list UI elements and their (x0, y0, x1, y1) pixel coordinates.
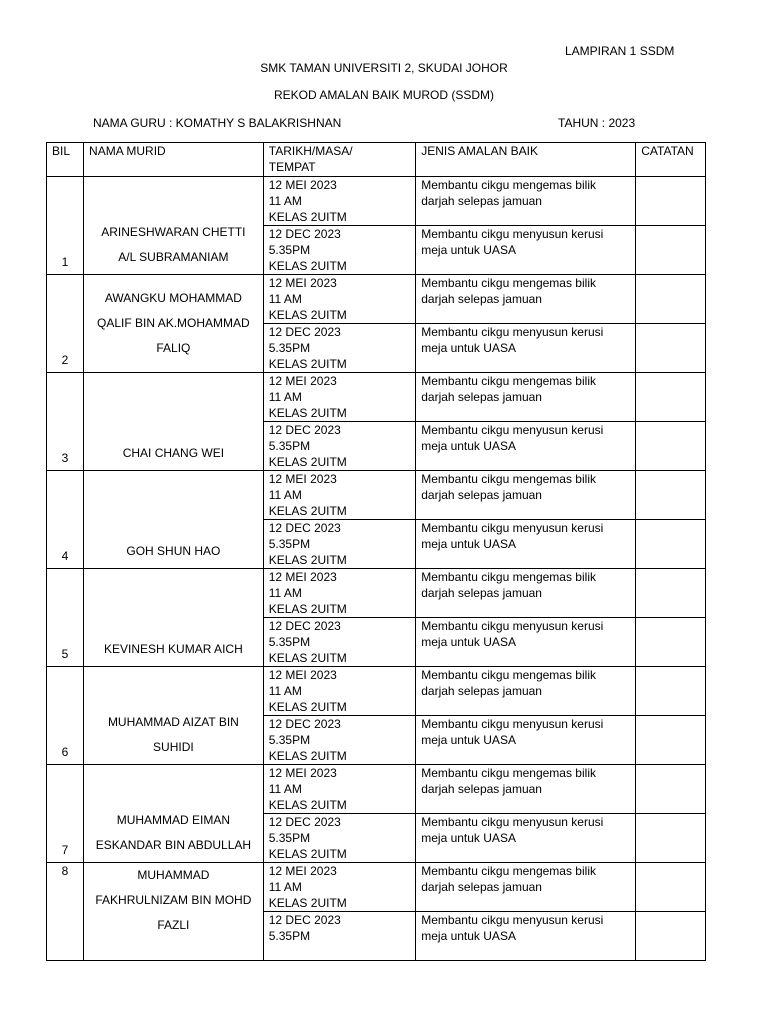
entry-place: KELAS 2UITM (268, 455, 347, 469)
entry-date: 12 DEC 2023 (268, 521, 341, 535)
student-name (84, 373, 264, 471)
col-header-date-line1: TARIKH/MASA/ (268, 144, 353, 158)
record-year: TAHUN : 2023 (558, 116, 636, 130)
student-number: 2 (47, 275, 84, 373)
entry-place: KELAS 2UITM (268, 798, 347, 812)
entry-note (636, 765, 706, 814)
appendix-label: LAMPIRAN 1 SSDM (565, 44, 675, 58)
entry-date: 12 MEI 2023 (268, 766, 337, 780)
record-title: REKOD AMALAN BAIK MUROD (SSDM) (273, 88, 495, 102)
entry-activity-line: Membantu cikgu menyusun kerusi (421, 227, 604, 241)
entry-activity-line: Membantu cikgu mengemas bilik (421, 178, 596, 192)
entry-activity-line: darjah selepas jamuan (421, 880, 542, 894)
entry-note (636, 373, 706, 422)
entry-time: 5.35PM (268, 635, 311, 649)
student-name-line: MUHAMMAD EIMAN (116, 813, 231, 827)
student-name-line: GOH SHUN HAO (126, 544, 221, 558)
student-number: 5 (47, 569, 84, 667)
entry-activity (416, 177, 636, 226)
entry-activity-line: darjah selepas jamuan (421, 684, 542, 698)
entry-time: 5.35PM (268, 243, 311, 257)
entry-time: 5.35PM (268, 733, 311, 747)
student-name (84, 275, 264, 373)
entry-activity-line: darjah selepas jamuan (421, 194, 542, 208)
entry-place: KELAS 2UITM (268, 504, 347, 518)
entry-activity-line: meja untuk UASA (421, 243, 516, 257)
student-name-line: A/L SUBRAMANIAM (118, 250, 229, 264)
student-name-line: ARINESHWARAN CHETTI (101, 225, 246, 239)
entry-note (636, 863, 706, 912)
table-row (47, 373, 706, 422)
col-header-bil: BIL (47, 143, 84, 177)
entry-time: 11 AM (268, 684, 302, 698)
entry-activity-line: Membantu cikgu mengemas bilik (421, 276, 596, 290)
entry-activity-line: darjah selepas jamuan (421, 390, 542, 404)
entry-time: 11 AM (268, 390, 302, 404)
entry-date: 12 DEC 2023 (268, 227, 341, 241)
entry-time: 5.35PM (268, 537, 311, 551)
student-name (84, 471, 264, 569)
student-name-line: KEVINESH KUMAR AICH (104, 642, 243, 656)
entry-time: 11 AM (268, 880, 302, 894)
entry-time: 5.35PM (268, 929, 311, 943)
entry-note (636, 814, 706, 863)
entry-datetime-place (263, 471, 415, 520)
entry-datetime-place (263, 814, 415, 863)
entry-note (636, 471, 706, 520)
student-name-line: MUHAMMAD (137, 868, 210, 882)
entry-datetime-place (263, 912, 415, 961)
entry-datetime-place (263, 275, 415, 324)
entry-activity (416, 520, 636, 569)
good-deeds-table (46, 142, 706, 961)
student-name-line: FAZLI (157, 918, 190, 932)
entry-activity-line: darjah selepas jamuan (421, 292, 542, 306)
table-row (47, 765, 706, 814)
entry-time: 11 AM (268, 586, 302, 600)
entry-date: 12 DEC 2023 (268, 913, 341, 927)
entry-datetime-place (263, 569, 415, 618)
entry-place: KELAS 2UITM (268, 651, 347, 665)
entry-datetime-place (263, 177, 415, 226)
entry-datetime-place (263, 716, 415, 765)
entry-activity (416, 422, 636, 471)
entry-date: 12 DEC 2023 (268, 619, 341, 633)
entry-note (636, 520, 706, 569)
entry-activity (416, 471, 636, 520)
student-name-line: FAKHRULNIZAM BIN MOHD (95, 893, 252, 907)
entry-note (636, 226, 706, 275)
entry-activity-line: Membantu cikgu menyusun kerusi (421, 717, 604, 731)
student-name (84, 177, 264, 275)
entry-place: KELAS 2UITM (268, 602, 347, 616)
table-row (47, 471, 706, 520)
entry-activity-line: Membantu cikgu mengemas bilik (421, 766, 596, 780)
entry-place: KELAS 2UITM (268, 700, 347, 714)
entry-activity-line: Membantu cikgu menyusun kerusi (421, 521, 604, 535)
entry-datetime-place (263, 618, 415, 667)
entry-note (636, 177, 706, 226)
entry-activity-line: Membantu cikgu menyusun kerusi (421, 913, 604, 927)
entry-activity (416, 716, 636, 765)
entry-activity (416, 667, 636, 716)
entry-date: 12 MEI 2023 (268, 472, 337, 486)
entry-activity-line: Membantu cikgu mengemas bilik (421, 864, 596, 878)
table-row (47, 275, 706, 324)
entry-activity-line: meja untuk UASA (421, 635, 516, 649)
entry-activity (416, 226, 636, 275)
table-row (47, 177, 706, 226)
table-row (47, 667, 706, 716)
entry-activity (416, 569, 636, 618)
entry-date: 12 DEC 2023 (268, 325, 341, 339)
entry-datetime-place (263, 373, 415, 422)
table-row (47, 569, 706, 618)
table-header-row (47, 143, 706, 177)
entry-time: 5.35PM (268, 831, 311, 845)
entry-time: 11 AM (268, 194, 302, 208)
student-number: 6 (47, 667, 84, 765)
student-name (84, 765, 264, 863)
entry-place: KELAS 2UITM (268, 406, 347, 420)
entry-activity-line: Membantu cikgu menyusun kerusi (421, 325, 604, 339)
student-name (84, 667, 264, 765)
col-header-notes: CATATAN (636, 143, 706, 177)
entry-activity-line: meja untuk UASA (421, 831, 516, 845)
entry-date: 12 DEC 2023 (268, 717, 341, 731)
entry-datetime-place (263, 422, 415, 471)
col-header-date-line2: TEMPAT (268, 160, 316, 174)
entry-date: 12 MEI 2023 (268, 570, 337, 584)
col-header-date (263, 143, 415, 177)
entry-activity-line: darjah selepas jamuan (421, 586, 542, 600)
entry-activity-line: meja untuk UASA (421, 439, 516, 453)
entry-date: 12 MEI 2023 (268, 864, 337, 878)
student-name (84, 863, 264, 961)
entry-note (636, 618, 706, 667)
entry-datetime-place (263, 226, 415, 275)
entry-datetime-place (263, 520, 415, 569)
entry-activity-line: meja untuk UASA (421, 537, 516, 551)
entry-note (636, 275, 706, 324)
teacher-name: NAMA GURU : KOMATHY S BALAKRISHNAN (93, 116, 342, 130)
entry-place: KELAS 2UITM (268, 259, 347, 273)
entry-datetime-place (263, 765, 415, 814)
entry-activity-line: meja untuk UASA (421, 929, 516, 943)
entry-activity-line: Membantu cikgu menyusun kerusi (421, 619, 604, 633)
entry-place: KELAS 2UITM (268, 749, 347, 763)
entry-activity-line: darjah selepas jamuan (421, 488, 542, 502)
col-header-name: NAMA MURID (84, 143, 264, 177)
entry-datetime-place (263, 324, 415, 373)
entry-note (636, 324, 706, 373)
entry-activity (416, 324, 636, 373)
entry-place: KELAS 2UITM (268, 553, 347, 567)
entry-place: KELAS 2UITM (268, 357, 347, 371)
entry-activity (416, 275, 636, 324)
school-name: SMK TAMAN UNIVERSITI 2, SKUDAI JOHOR (260, 61, 508, 75)
entry-date: 12 MEI 2023 (268, 374, 337, 388)
entry-activity-line: Membantu cikgu mengemas bilik (421, 374, 596, 388)
entry-time: 11 AM (268, 292, 302, 306)
entry-note (636, 422, 706, 471)
student-number: 4 (47, 471, 84, 569)
entry-place: KELAS 2UITM (268, 308, 347, 322)
entry-activity-line: Membantu cikgu menyusun kerusi (421, 423, 604, 437)
table-row (47, 863, 706, 912)
entry-date: 12 DEC 2023 (268, 423, 341, 437)
entry-activity-line: Membantu cikgu mengemas bilik (421, 472, 596, 486)
entry-activity (416, 373, 636, 422)
student-name-line: FALIQ (156, 341, 191, 355)
student-number: 3 (47, 373, 84, 471)
entry-date: 12 MEI 2023 (268, 276, 337, 290)
entry-activity (416, 765, 636, 814)
entry-activity (416, 863, 636, 912)
entry-activity-line: Membantu cikgu menyusun kerusi (421, 815, 604, 829)
student-name-line: AWANGKU MOHAMMAD (104, 291, 242, 305)
student-name (84, 569, 264, 667)
student-name-line: ESKANDAR BIN ABDULLAH (95, 838, 252, 852)
entry-date: 12 MEI 2023 (268, 668, 337, 682)
entry-activity-line: darjah selepas jamuan (421, 782, 542, 796)
entry-activity (416, 912, 636, 961)
entry-date: 12 MEI 2023 (268, 178, 337, 192)
entry-activity-line: meja untuk UASA (421, 733, 516, 747)
entry-activity-line: Membantu cikgu mengemas bilik (421, 668, 596, 682)
entry-place: KELAS 2UITM (268, 210, 347, 224)
entry-time: 5.35PM (268, 341, 311, 355)
student-name-line: SUHIDI (153, 740, 194, 754)
entry-place: KELAS 2UITM (268, 896, 347, 910)
entry-place: KELAS 2UITM (268, 847, 347, 861)
student-number: 1 (47, 177, 84, 275)
entry-time: 11 AM (268, 782, 302, 796)
student-number: 8 (47, 863, 84, 961)
entry-note (636, 569, 706, 618)
student-number: 7 (47, 765, 84, 863)
entry-time: 11 AM (268, 488, 302, 502)
entry-datetime-place (263, 863, 415, 912)
student-name-line: MUHAMMAD AIZAT BIN (107, 715, 239, 729)
student-name-line: QALIF BIN AK.MOHAMMAD (97, 316, 250, 330)
entry-activity-line: meja untuk UASA (421, 341, 516, 355)
col-header-activity: JENIS AMALAN BAIK (416, 143, 636, 177)
entry-time: 5.35PM (268, 439, 311, 453)
entry-activity-line: Membantu cikgu mengemas bilik (421, 570, 596, 584)
entry-activity (416, 814, 636, 863)
entry-datetime-place (263, 667, 415, 716)
entry-activity (416, 618, 636, 667)
entry-note (636, 667, 706, 716)
entry-note (636, 716, 706, 765)
entry-note (636, 912, 706, 961)
entry-date: 12 DEC 2023 (268, 815, 341, 829)
student-name-line: CHAI CHANG WEI (122, 446, 225, 460)
